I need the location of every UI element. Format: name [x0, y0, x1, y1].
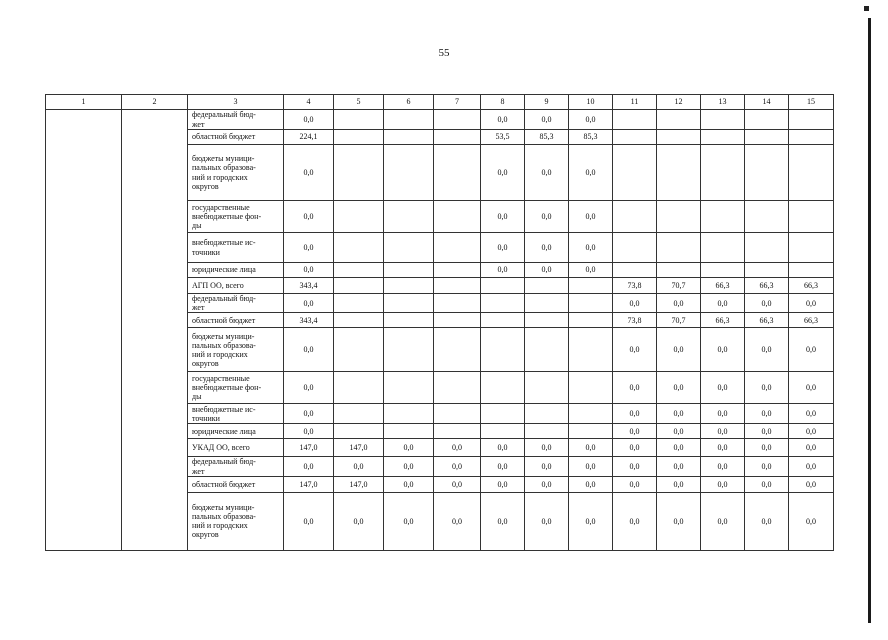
- value-cell: 0,0: [284, 372, 334, 404]
- value-cell: 224,1: [284, 130, 334, 145]
- value-cell: 0,0: [569, 145, 613, 201]
- value-cell: [789, 130, 834, 145]
- value-cell: 147,0: [334, 439, 384, 457]
- value-cell: [384, 313, 434, 328]
- value-cell: 0,0: [569, 233, 613, 263]
- value-cell: 0,0: [789, 424, 834, 439]
- column-header: 2: [122, 95, 188, 110]
- value-cell: 70,7: [657, 313, 701, 328]
- value-cell: 0,0: [657, 424, 701, 439]
- value-cell: 0,0: [525, 201, 569, 233]
- value-cell: 0,0: [384, 492, 434, 550]
- value-cell: [434, 404, 481, 424]
- value-cell: 0,0: [284, 145, 334, 201]
- value-cell: [789, 110, 834, 130]
- column-header: 5: [334, 95, 384, 110]
- value-cell: 0,0: [284, 294, 334, 313]
- value-cell: [434, 328, 481, 372]
- value-cell: [657, 201, 701, 233]
- column-header: 9: [525, 95, 569, 110]
- value-cell: [613, 130, 657, 145]
- value-cell: 0,0: [525, 110, 569, 130]
- value-cell: [384, 263, 434, 278]
- value-cell: [613, 263, 657, 278]
- value-cell: [434, 130, 481, 145]
- value-cell: 0,0: [384, 457, 434, 476]
- value-cell: 85,3: [525, 130, 569, 145]
- row-label: государственные внебюджетные фон- ды: [188, 201, 284, 233]
- value-cell: 0,0: [745, 457, 789, 476]
- value-cell: [613, 201, 657, 233]
- value-cell: 0,0: [657, 457, 701, 476]
- value-cell: 0,0: [481, 476, 525, 492]
- value-cell: [745, 110, 789, 130]
- value-cell: 0,0: [284, 424, 334, 439]
- value-cell: [657, 145, 701, 201]
- value-cell: 85,3: [569, 130, 613, 145]
- value-cell: [569, 328, 613, 372]
- row-label: юридические лица: [188, 263, 284, 278]
- value-cell: 147,0: [334, 476, 384, 492]
- value-cell: 0,0: [284, 492, 334, 550]
- value-cell: [789, 145, 834, 201]
- value-cell: [434, 263, 481, 278]
- value-cell: 66,3: [789, 278, 834, 294]
- value-cell: [525, 278, 569, 294]
- value-cell: 0,0: [525, 145, 569, 201]
- row-label: областной бюджет: [188, 130, 284, 145]
- value-cell: [384, 130, 434, 145]
- value-cell: 0,0: [745, 439, 789, 457]
- value-cell: [384, 201, 434, 233]
- value-cell: 0,0: [525, 457, 569, 476]
- value-cell: 0,0: [789, 457, 834, 476]
- value-cell: [334, 130, 384, 145]
- value-cell: 0,0: [481, 201, 525, 233]
- value-cell: [481, 328, 525, 372]
- value-cell: [701, 110, 745, 130]
- value-cell: 0,0: [657, 476, 701, 492]
- value-cell: 0,0: [284, 263, 334, 278]
- value-cell: 0,0: [613, 424, 657, 439]
- value-cell: 0,0: [789, 372, 834, 404]
- value-cell: 0,0: [525, 233, 569, 263]
- value-cell: 0,0: [701, 492, 745, 550]
- value-cell: 0,0: [657, 328, 701, 372]
- value-cell: 0,0: [569, 439, 613, 457]
- row-label: УКАД ОО, всего: [188, 439, 284, 457]
- column-header: 3: [188, 95, 284, 110]
- value-cell: 0,0: [525, 263, 569, 278]
- column-header: 7: [434, 95, 481, 110]
- value-cell: [334, 233, 384, 263]
- value-cell: 0,0: [745, 424, 789, 439]
- value-cell: 0,0: [701, 424, 745, 439]
- value-cell: [434, 294, 481, 313]
- value-cell: 0,0: [745, 294, 789, 313]
- value-cell: [384, 233, 434, 263]
- value-cell: 66,3: [701, 278, 745, 294]
- value-cell: 0,0: [569, 492, 613, 550]
- value-cell: 0,0: [701, 439, 745, 457]
- column-header: 8: [481, 95, 525, 110]
- value-cell: [701, 145, 745, 201]
- value-cell: 0,0: [525, 492, 569, 550]
- value-cell: 0,0: [701, 404, 745, 424]
- row-label: федеральный бюд- жет: [188, 110, 284, 130]
- value-cell: 0,0: [569, 263, 613, 278]
- value-cell: [334, 313, 384, 328]
- value-cell: [334, 294, 384, 313]
- value-cell: [334, 424, 384, 439]
- value-cell: 0,0: [745, 328, 789, 372]
- value-cell: 0,0: [384, 439, 434, 457]
- value-cell: 0,0: [284, 201, 334, 233]
- column-header: 13: [701, 95, 745, 110]
- column-header: 11: [613, 95, 657, 110]
- budget-table: [45, 94, 834, 551]
- row-label: федеральный бюд- жет: [188, 457, 284, 476]
- col1-merged-cell: [46, 110, 122, 551]
- value-cell: [481, 372, 525, 404]
- value-cell: [525, 372, 569, 404]
- value-cell: [384, 110, 434, 130]
- value-cell: 0,0: [481, 233, 525, 263]
- value-cell: 0,0: [789, 476, 834, 492]
- value-cell: 343,4: [284, 313, 334, 328]
- value-cell: 0,0: [284, 404, 334, 424]
- value-cell: [569, 372, 613, 404]
- value-cell: 0,0: [613, 439, 657, 457]
- value-cell: 0,0: [481, 263, 525, 278]
- value-cell: 0,0: [613, 476, 657, 492]
- column-header: 4: [284, 95, 334, 110]
- value-cell: [384, 424, 434, 439]
- col2-merged-cell: [122, 110, 188, 551]
- value-cell: 0,0: [284, 328, 334, 372]
- value-cell: [613, 110, 657, 130]
- value-cell: 66,3: [745, 313, 789, 328]
- value-cell: 66,3: [745, 278, 789, 294]
- value-cell: 0,0: [434, 457, 481, 476]
- value-cell: 147,0: [284, 439, 334, 457]
- value-cell: [334, 372, 384, 404]
- value-cell: 0,0: [569, 201, 613, 233]
- value-cell: [434, 233, 481, 263]
- value-cell: [384, 278, 434, 294]
- value-cell: 73,8: [613, 313, 657, 328]
- value-cell: 0,0: [657, 294, 701, 313]
- row-label: юридические лица: [188, 424, 284, 439]
- value-cell: 0,0: [789, 404, 834, 424]
- value-cell: [701, 263, 745, 278]
- row-label: федеральный бюд- жет: [188, 294, 284, 313]
- value-cell: [569, 313, 613, 328]
- value-cell: 0,0: [701, 457, 745, 476]
- value-cell: [434, 313, 481, 328]
- column-header: 1: [46, 95, 122, 110]
- value-cell: [745, 201, 789, 233]
- value-cell: [334, 110, 384, 130]
- value-cell: [481, 278, 525, 294]
- value-cell: 0,0: [789, 294, 834, 313]
- value-cell: [789, 201, 834, 233]
- page-number: 55: [438, 47, 450, 59]
- value-cell: 0,0: [657, 492, 701, 550]
- value-cell: 0,0: [569, 476, 613, 492]
- column-header: 12: [657, 95, 701, 110]
- value-cell: [334, 404, 384, 424]
- value-cell: 0,0: [613, 294, 657, 313]
- value-cell: 0,0: [481, 439, 525, 457]
- value-cell: [384, 372, 434, 404]
- value-cell: [525, 313, 569, 328]
- value-cell: 0,0: [789, 492, 834, 550]
- value-cell: [569, 278, 613, 294]
- value-cell: 0,0: [284, 457, 334, 476]
- value-cell: [569, 294, 613, 313]
- value-cell: 0,0: [481, 110, 525, 130]
- value-cell: [525, 328, 569, 372]
- column-header: 10: [569, 95, 613, 110]
- value-cell: 0,0: [481, 145, 525, 201]
- value-cell: 0,0: [745, 404, 789, 424]
- value-cell: [745, 233, 789, 263]
- value-cell: [701, 233, 745, 263]
- table-row: [46, 110, 834, 130]
- value-cell: 0,0: [613, 404, 657, 424]
- value-cell: 0,0: [745, 476, 789, 492]
- table-body: [46, 110, 834, 551]
- value-cell: 70,7: [657, 278, 701, 294]
- value-cell: [434, 110, 481, 130]
- row-label: государственные внебюджетные фон- ды: [188, 372, 284, 404]
- value-cell: 53,5: [481, 130, 525, 145]
- value-cell: [481, 294, 525, 313]
- value-cell: 0,0: [434, 439, 481, 457]
- value-cell: [789, 233, 834, 263]
- row-label: бюджеты муници- пальных образова- ний и городских округов: [188, 492, 284, 550]
- value-cell: 0,0: [701, 328, 745, 372]
- value-cell: 0,0: [613, 457, 657, 476]
- value-cell: 73,8: [613, 278, 657, 294]
- value-cell: 0,0: [789, 328, 834, 372]
- value-cell: 0,0: [701, 476, 745, 492]
- value-cell: [384, 145, 434, 201]
- value-cell: [525, 294, 569, 313]
- value-cell: [481, 313, 525, 328]
- scan-edge-line: [868, 18, 871, 623]
- value-cell: 0,0: [613, 372, 657, 404]
- scan-edge-mark: [864, 6, 869, 11]
- value-cell: 0,0: [284, 233, 334, 263]
- value-cell: 0,0: [481, 492, 525, 550]
- value-cell: 0,0: [525, 476, 569, 492]
- value-cell: [434, 278, 481, 294]
- header-row: [46, 95, 834, 110]
- value-cell: [745, 145, 789, 201]
- value-cell: [434, 145, 481, 201]
- value-cell: [701, 130, 745, 145]
- value-cell: 0,0: [701, 294, 745, 313]
- value-cell: 0,0: [334, 492, 384, 550]
- value-cell: [434, 424, 481, 439]
- value-cell: 0,0: [569, 110, 613, 130]
- value-cell: 66,3: [789, 313, 834, 328]
- value-cell: 343,4: [284, 278, 334, 294]
- value-cell: [334, 328, 384, 372]
- row-label: АГП ОО, всего: [188, 278, 284, 294]
- value-cell: 0,0: [334, 457, 384, 476]
- value-cell: 0,0: [657, 404, 701, 424]
- row-label: бюджеты муници- пальных образова- ний и городских округов: [188, 328, 284, 372]
- value-cell: 0,0: [384, 476, 434, 492]
- value-cell: [434, 201, 481, 233]
- value-cell: [701, 201, 745, 233]
- row-label: бюджеты муници- пальных образова- ний и городских округов: [188, 145, 284, 201]
- value-cell: [657, 263, 701, 278]
- value-cell: [745, 263, 789, 278]
- value-cell: 147,0: [284, 476, 334, 492]
- column-header: 14: [745, 95, 789, 110]
- value-cell: 0,0: [745, 372, 789, 404]
- value-cell: [745, 130, 789, 145]
- value-cell: 0,0: [569, 457, 613, 476]
- value-cell: 0,0: [701, 372, 745, 404]
- value-cell: 0,0: [657, 439, 701, 457]
- column-header: 6: [384, 95, 434, 110]
- value-cell: 0,0: [657, 372, 701, 404]
- value-cell: [334, 201, 384, 233]
- value-cell: [334, 278, 384, 294]
- row-label: областной бюджет: [188, 476, 284, 492]
- value-cell: [525, 404, 569, 424]
- value-cell: 0,0: [525, 439, 569, 457]
- value-cell: [384, 404, 434, 424]
- value-cell: [334, 263, 384, 278]
- value-cell: [657, 130, 701, 145]
- row-label: областной бюджет: [188, 313, 284, 328]
- value-cell: 66,3: [701, 313, 745, 328]
- value-cell: [569, 424, 613, 439]
- value-cell: [657, 110, 701, 130]
- value-cell: [334, 145, 384, 201]
- value-cell: [481, 404, 525, 424]
- row-label: внебюджетные ис- точники: [188, 233, 284, 263]
- row-label: внебюджетные ис- точники: [188, 404, 284, 424]
- value-cell: [384, 294, 434, 313]
- value-cell: [481, 424, 525, 439]
- value-cell: 0,0: [745, 492, 789, 550]
- value-cell: 0,0: [481, 457, 525, 476]
- value-cell: 0,0: [284, 110, 334, 130]
- column-header: 15: [789, 95, 834, 110]
- value-cell: 0,0: [434, 476, 481, 492]
- value-cell: 0,0: [613, 492, 657, 550]
- value-cell: 0,0: [434, 492, 481, 550]
- value-cell: [789, 263, 834, 278]
- value-cell: [613, 233, 657, 263]
- value-cell: 0,0: [613, 328, 657, 372]
- value-cell: [434, 372, 481, 404]
- value-cell: [569, 404, 613, 424]
- value-cell: 0,0: [789, 439, 834, 457]
- value-cell: [525, 424, 569, 439]
- value-cell: [384, 328, 434, 372]
- value-cell: [657, 233, 701, 263]
- value-cell: [613, 145, 657, 201]
